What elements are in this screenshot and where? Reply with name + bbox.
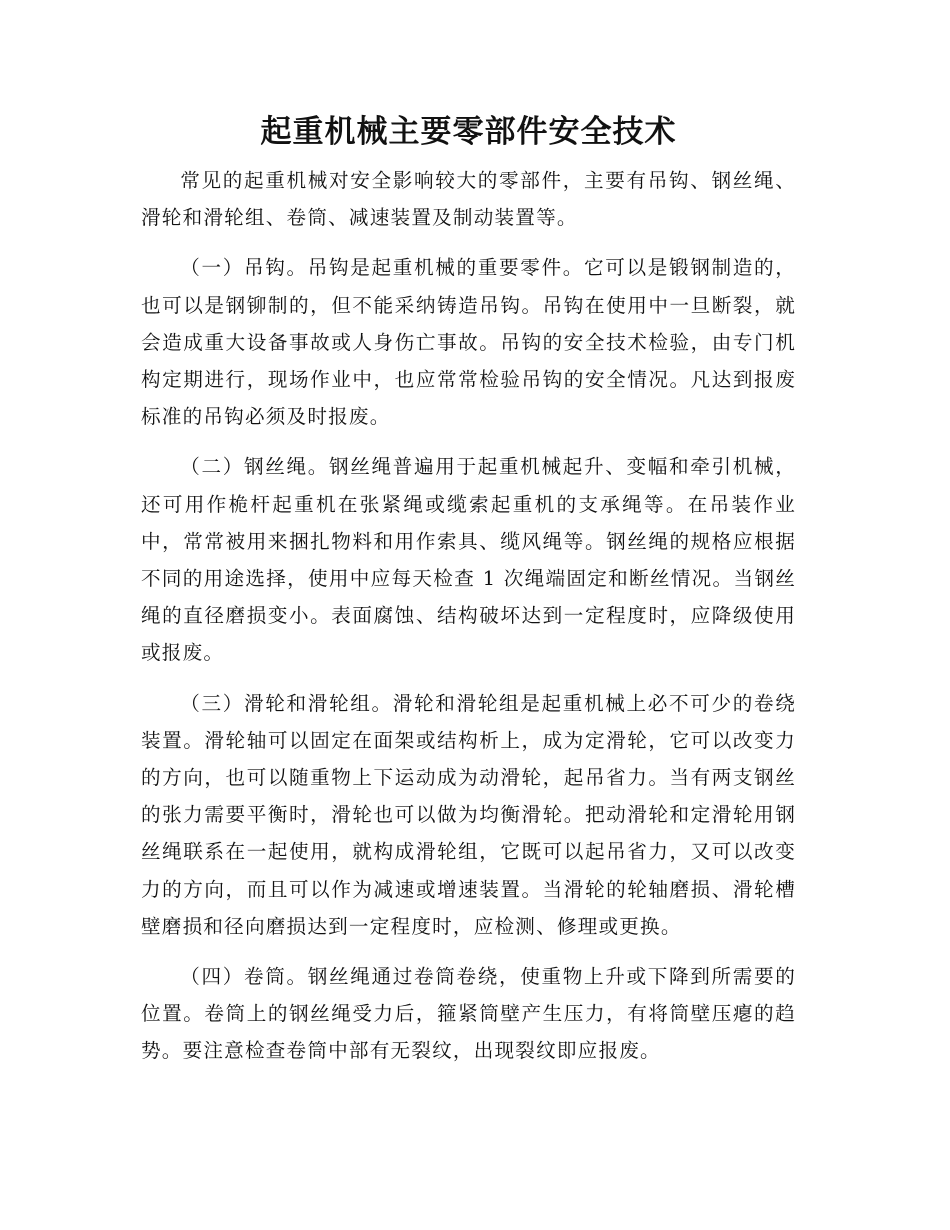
paragraph-hook: （一）吊钩。吊钩是起重机械的重要零件。它可以是锻钢制造的，也可以是钢铆制的，但不能采纳铸造吊钩。吊钩在使用中一旦断裂，就会造成重大设备事故或人身伤亡事故。吊钩的安全技术检验，由专门机构定期进行，现场作业中，也应常常检验吊钩的安全情况。凡达到报废标准的吊钩必须及时报废。	[141, 256, 796, 429]
paragraph-intro: 常见的起重机械对安全影响较大的零部件，主要有吊钩、钢丝绳、滑轮和滑轮组、卷筒、减速装置及制动装置等。	[141, 169, 796, 230]
paragraph-wire-rope: （二）钢丝绳。钢丝绳普遍用于起重机械起升、变幅和牵引机械，还可用作桅杆起重机在张紧绳或缆索起重机的支承绳等。在吊装作业中，常常被用来捆扎物料和用作索具、缆风绳等。钢丝绳的规格应根据不同的用途选择，使用中应每天检查 1 次绳端固定和断丝情况。当钢丝绳的直径磨损变小。表面腐蚀、结构破坏达到一定程度时，应降级使用或报废。	[141, 455, 796, 665]
paragraph-pulley: （三）滑轮和滑轮组。滑轮和滑轮组是起重机械上必不可少的卷绕装置。滑轮轴可以固定在面架或结构析上，成为定滑轮，它可以改变力的方向，也可以随重物上下运动成为动滑轮，起吊省力。当有两支钢丝的张力需要平衡时，滑轮也可以做为均衡滑轮。把动滑轮和定滑轮用钢丝绳联系在一起使用，就构成滑轮组，它既可以起吊省力，又可以改变力的方向，而且可以作为减速或增速装置。当滑轮的轮轴磨损、滑轮槽壁磨损和径向磨损达到一定程度时，应检测、修理或更换。	[141, 691, 796, 938]
document-page	[141, 108, 796, 1070]
document-title: 起重机械主要零部件安全技术	[260, 114, 677, 150]
paragraph-drum: （四）卷筒。钢丝绳通过卷筒卷绕，使重物上升或下降到所需要的位置。卷筒上的钢丝绳受力后，箍紧筒壁产生压力，有将筒壁压瘪的趋势。要注意检查卷筒中部有无裂纹，出现裂纹即应报废。	[141, 965, 796, 1063]
